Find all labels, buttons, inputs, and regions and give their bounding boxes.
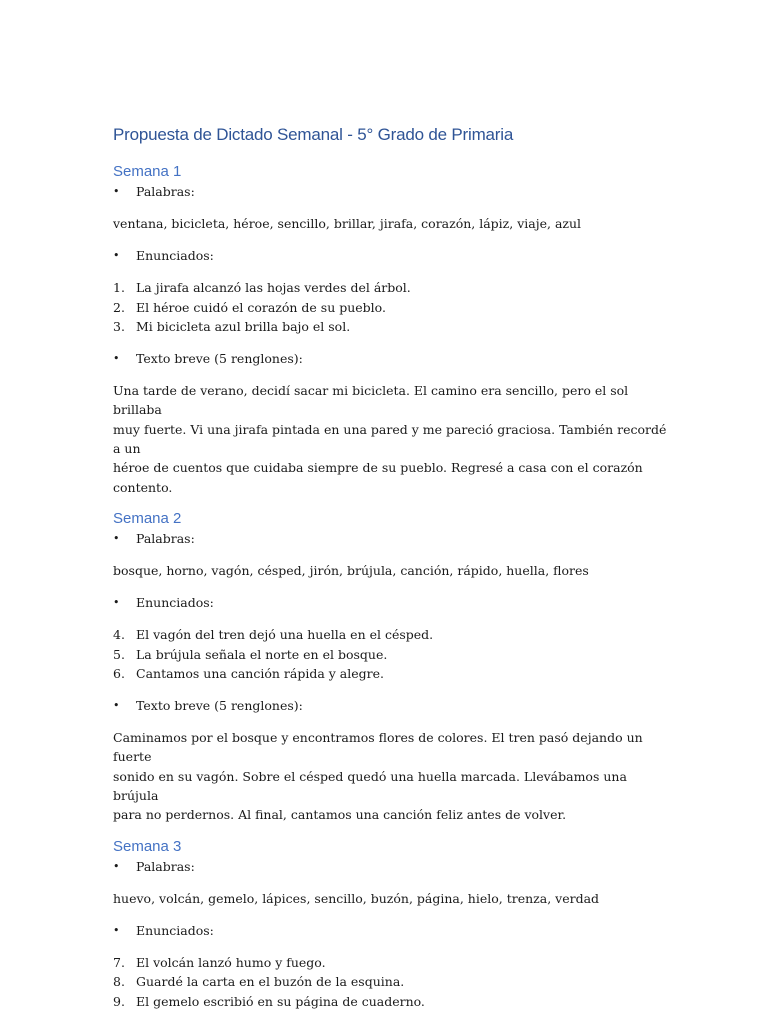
bullet-item [113,857,673,876]
list-item [113,317,673,336]
list-item [113,645,673,664]
bullet-icon: • [113,923,120,937]
list-item [113,625,673,644]
list-item [113,664,673,683]
list-number: 1. [113,280,125,296]
list-item [113,298,673,317]
bullet-item [113,696,673,715]
list-number: 6. [113,665,125,681]
sentence-text: El volcán lanzó humo y fuego. [136,954,326,970]
words-label: Palabras: [136,530,195,546]
document-page [113,124,673,1011]
list-item [113,972,673,991]
short-text [113,381,673,497]
week-section [113,837,673,1011]
bullet-icon: • [113,596,120,610]
sentence-text: La jirafa alcanzó las hojas verdes del árbol. [136,280,411,296]
bullet-item [113,529,673,548]
list-item [113,278,673,297]
week-heading: Semana 1 [113,163,182,180]
sentence-text: La brújula señala el norte en el bosque. [136,646,388,662]
sentence-text: El gemelo escribió en su página de cuaderno. [136,993,425,1009]
text-line: Una tarde de verano, decidí sacar mi bicicleta. El camino era sencillo, pero el sol brillaba [113,383,629,418]
week-section [113,509,673,825]
sentence-text: El vagón del tren dejó una huella en el césped. [136,627,434,643]
bullet-icon: • [113,859,120,873]
list-number: 8. [113,974,125,990]
bullet-item [113,349,673,368]
list-item [113,953,673,972]
sentences-label: Enunciados: [136,922,214,938]
text-label: Texto breve (5 renglones): [136,351,303,367]
document-title: Propuesta de Dictado Semanal - 5° Grado de Primaria [113,125,514,144]
week-heading: Semana 2 [113,509,182,527]
list-number: 4. [113,627,125,643]
sentences-list [113,278,673,336]
sentences-label: Enunciados: [136,248,214,264]
short-text [113,728,673,824]
bullet-icon: • [113,185,120,198]
text-line: Caminamos por el bosque y encontramos flores de colores. El tren pasó dejando un fuerte [113,730,643,765]
bullet-icon: • [113,531,120,545]
list-number: 5. [113,646,125,662]
week-section [113,162,673,497]
bullet-item [113,246,673,265]
text-line: sonido en su vagón. Sobre el césped quedó una huella marcada. Llevábamos una brújula [113,768,627,804]
sentence-text: Guardé la carta en el buzón de la esquina. [136,974,405,990]
sentence-text: El héroe cuidó el corazón de su pueblo. [136,299,386,315]
list-number: 9. [113,993,125,1009]
words-label: Palabras: [136,858,195,874]
sentences-label: Enunciados: [136,595,214,611]
bullet-item [113,182,673,201]
bullet-icon: • [113,249,120,263]
list-number: 2. [113,299,125,315]
words-list: ventana, bicicleta, héroe, sencillo, brillar, jirafa, corazón, lápiz, viaje, azul [113,216,582,231]
sentences-list [113,953,673,1011]
bullet-icon: • [113,352,120,366]
sentence-text: Mi bicicleta azul brilla bajo el sol. [136,318,351,334]
text-label: Texto breve (5 renglones): [136,698,303,714]
list-item [113,992,673,1011]
bullet-icon: • [113,699,120,713]
words-list: huevo, volcán, gemelo, lápices, sencillo, buzón, página, hielo, trenza, verdad [113,890,600,906]
list-number: 7. [113,954,125,970]
list-number: 3. [113,318,125,334]
words-list: bosque, horno, vagón, césped, jirón, brújula, canción, rápido, huella, flores [113,562,589,578]
sentence-text: Cantamos una canción rápida y alegre. [136,665,384,681]
words-label: Palabras: [136,184,195,199]
text-line: para no perdernos. Al final, cantamos una canción feliz antes de volver. [113,807,567,823]
week-heading: Semana 3 [113,837,182,855]
bullet-item [113,921,673,940]
text-line: muy fuerte. Vi una jirafa pintada en una pared y me pareció graciosa. También recordé a un [113,421,667,457]
sentences-list [113,625,673,683]
text-line: héroe de cuentos que cuidaba siempre de su pueblo. Regresé a casa con el corazón contento. [113,460,643,495]
bullet-item [113,593,673,612]
